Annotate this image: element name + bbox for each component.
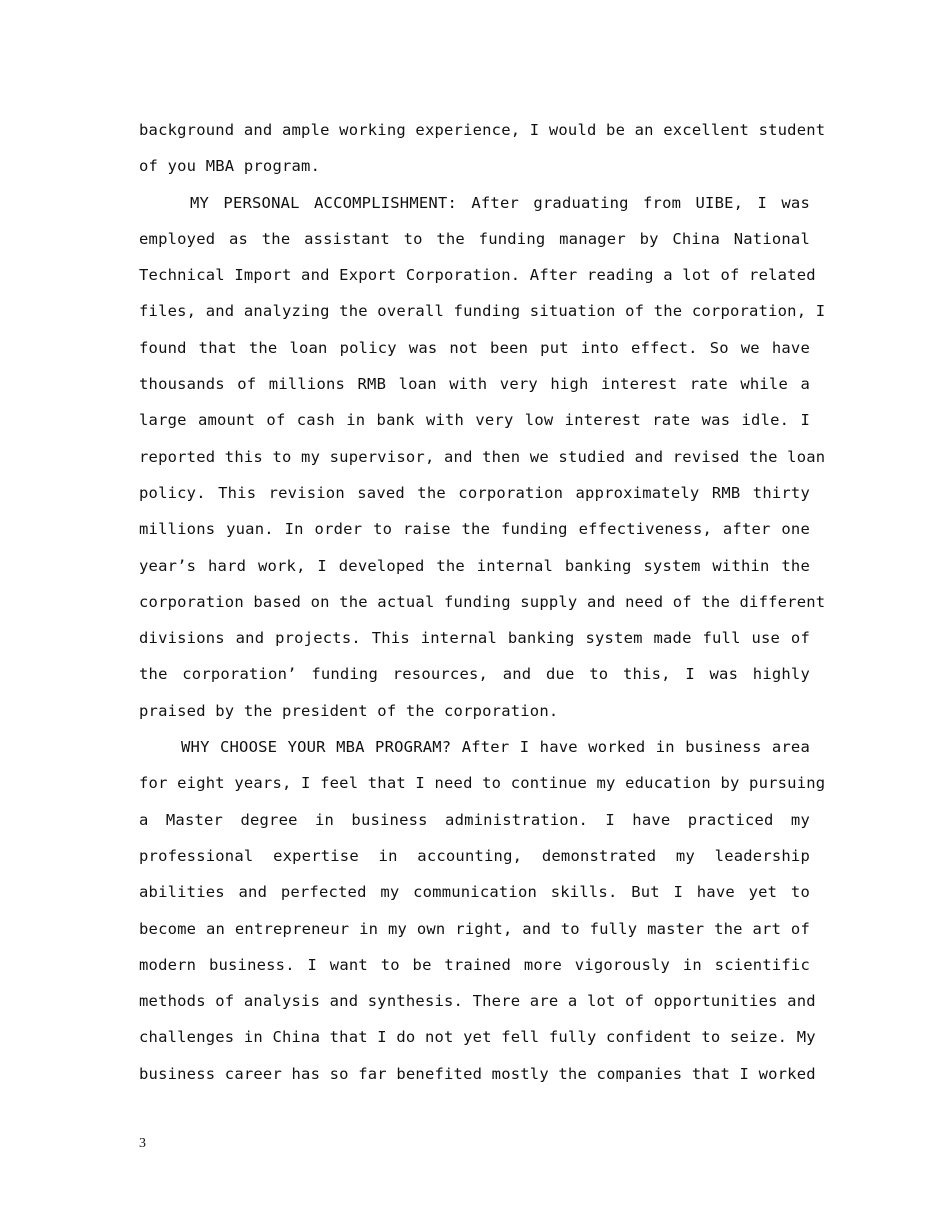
text-line: become an entrepreneur in my own right, and to fully master the art of [139, 919, 810, 938]
text-line: divisions and projects. This internal banking system made full use of [139, 629, 810, 648]
text-line: year’s hard work, I developed the internal banking system within the [139, 556, 810, 575]
text-line: large amount of cash in bank with very low interest rate was idle. I [139, 411, 810, 430]
text-line: modern business. I want to be trained more vigorously in scientific [139, 955, 810, 974]
paragraph-why-choose-mba [139, 729, 826, 1092]
text-line: WHY CHOOSE YOUR MBA PROGRAM? After I have worked in business area [181, 738, 810, 757]
body-text [139, 112, 826, 1092]
text-line: MY PERSONAL ACCOMPLISHMENT: After graduating from UIBE, I was [190, 193, 810, 212]
text-line: corporation based on the actual funding supply and need of the different [139, 592, 826, 611]
text-line: of you MBA program. [139, 157, 321, 176]
paragraph-continuation [139, 112, 826, 185]
text-line: Technical Import and Export Corporation. After reading a lot of related [139, 266, 816, 285]
text-line: for eight years, I feel that I need to continue my education by pursuing [139, 774, 826, 793]
text-line: reported this to my supervisor, and then we studied and revised the loan [139, 447, 826, 466]
text-line: policy. This revision saved the corporation approximately RMB thirty [139, 483, 810, 502]
text-line: millions yuan. In order to raise the funding effectiveness, after one [139, 520, 810, 539]
text-line: thousands of millions RMB loan with very high interest rate while a [139, 375, 810, 394]
text-line: the corporation’ funding resources, and due to this, I was highly [139, 665, 810, 684]
text-line: praised by the president of the corporation. [139, 701, 559, 720]
text-line: methods of analysis and synthesis. There are a lot of opportunities and [139, 992, 816, 1011]
text-line: abilities and perfected my communication skills. But I have yet to [139, 883, 810, 902]
text-line: challenges in China that I do not yet fell fully confident to seize. My [139, 1028, 816, 1047]
text-line: a Master degree in business administration. I have practiced my [139, 810, 810, 829]
text-line: professional expertise in accounting, demonstrated my leadership [139, 846, 810, 865]
page-number: 3 [139, 1136, 146, 1151]
text-line: found that the loan policy was not been put into effect. So we have [139, 338, 810, 357]
paragraph-personal-accomplishment [139, 185, 826, 729]
text-line: employed as the assistant to the funding manager by China National [139, 229, 810, 248]
text-line: business career has so far benefited mostly the companies that I worked [139, 1064, 816, 1083]
text-line: files, and analyzing the overall funding situation of the corporation, I [139, 302, 826, 321]
text-line: background and ample working experience, I would be an excellent student [139, 121, 826, 139]
